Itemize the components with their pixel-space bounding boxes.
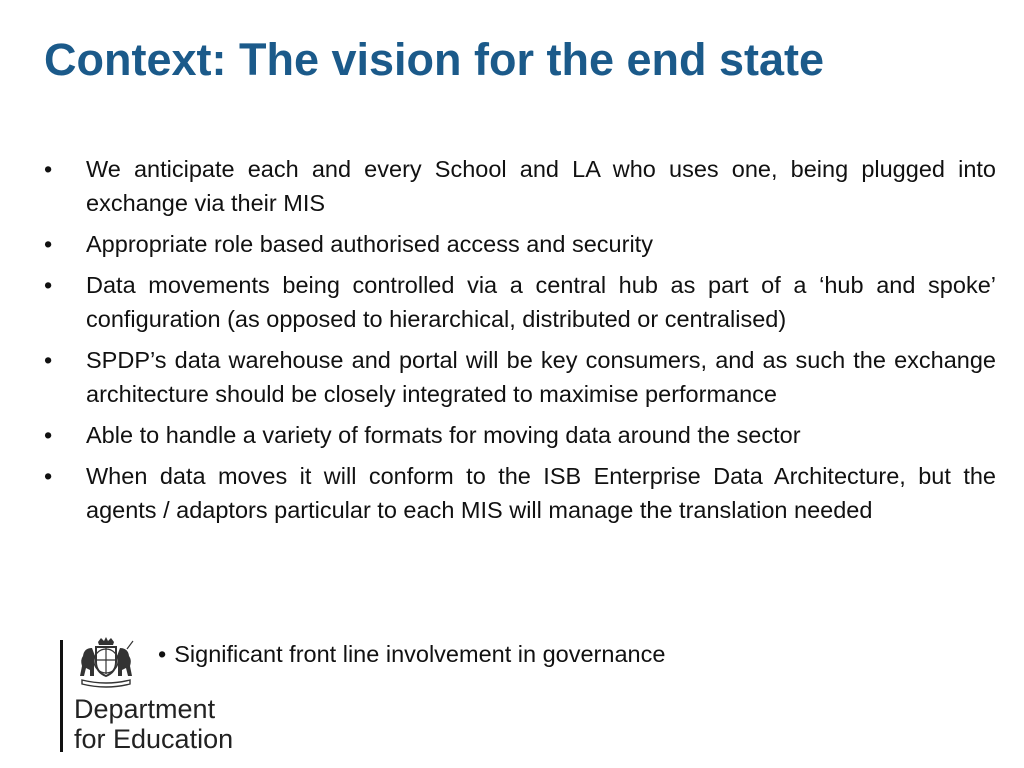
logo-line-1: Department bbox=[74, 694, 216, 724]
bullet-item bbox=[44, 343, 996, 411]
bullet-text: We anticipate each and every School and LA who uses one, being plugged into exchange via their MIS bbox=[86, 156, 996, 216]
bullet-text: Data movements being controlled via a central hub as part of a ‘hub and spoke’ configuration (as opposed to hierarchical, distributed or centralised) bbox=[86, 272, 996, 332]
bullet-marker: • bbox=[44, 463, 53, 489]
bullet-marker: • bbox=[44, 347, 53, 373]
royal-coat-of-arms-icon bbox=[70, 636, 142, 690]
logo-divider bbox=[60, 640, 63, 752]
department-for-education-logo bbox=[60, 636, 280, 756]
bullet-text: Appropriate role based authorised access and security bbox=[86, 231, 653, 257]
bullet-marker: • bbox=[44, 231, 53, 257]
bullet-item bbox=[44, 418, 996, 452]
slide-title: Context: The vision for the end state bbox=[44, 34, 825, 85]
bullet-marker: • bbox=[44, 422, 53, 448]
bullet-item bbox=[44, 152, 996, 220]
bullet-list bbox=[44, 152, 996, 534]
sub-bullet-marker: • bbox=[158, 641, 167, 667]
bullet-text: Able to handle a variety of formats for moving data around the sector bbox=[86, 422, 801, 448]
bullet-text: When data moves it will conform to the ISB Enterprise Data Architecture, but the agents / adaptors particular to each MIS will manage the translation needed bbox=[86, 463, 996, 523]
bullet-marker: • bbox=[44, 156, 53, 182]
bullet-item bbox=[44, 227, 996, 261]
logo-line-2: for Education bbox=[74, 724, 234, 754]
bullet-item bbox=[44, 268, 996, 336]
logo-wordmark bbox=[74, 694, 233, 754]
sub-bullet-text: Significant front line involvement in governance bbox=[174, 641, 666, 667]
bullet-marker: • bbox=[44, 272, 53, 298]
bullet-text: SPDP’s data warehouse and portal will be key consumers, and as such the exchange architecture should be closely integrated to maximise performance bbox=[86, 347, 996, 407]
bullet-item bbox=[44, 459, 996, 527]
